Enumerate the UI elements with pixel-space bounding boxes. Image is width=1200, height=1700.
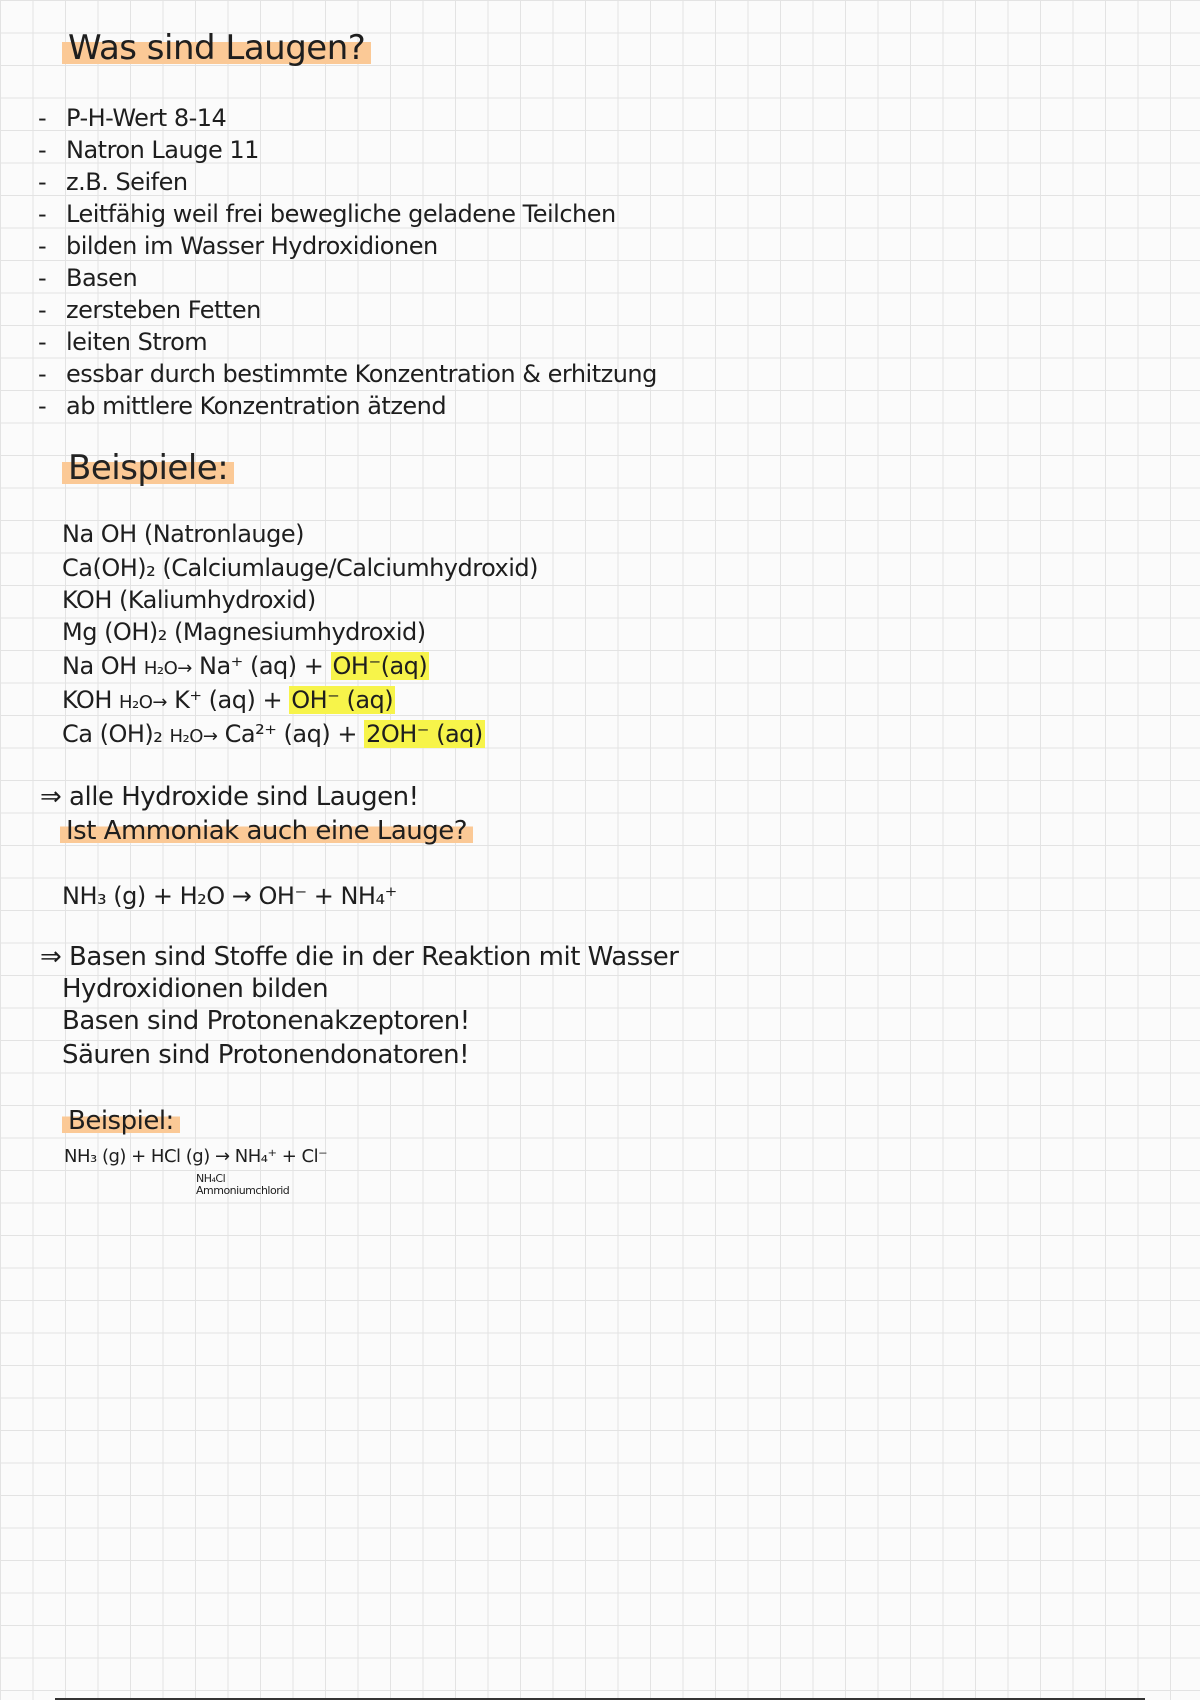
page-title: [62, 28, 371, 68]
reaction-equation: KOH H₂O→ K⁺ (aq) + OH⁻ (aq): [62, 686, 394, 714]
reaction-equation: Ca (OH)₂ H₂O→ Ca²⁺ (aq) + 2OH⁻ (aq): [62, 720, 483, 748]
list-item: - z.B. Seifen: [38, 168, 188, 196]
list-item: - essbar durch bestimmte Konzentration & erhitzung: [38, 360, 657, 388]
ammonia-question: Ist Ammoniak auch eine Lauge?: [60, 816, 473, 846]
conclusion-line: Basen sind Protonenakzeptoren!: [62, 1006, 470, 1036]
list-item: - Basen: [38, 264, 138, 292]
example2-heading: Beispiel:: [62, 1106, 180, 1136]
conclusion-line: Säuren sind Protonendonatoren!: [62, 1040, 470, 1070]
list-item: - zersteben Fetten: [38, 296, 261, 324]
example2-reaction: NH₃ (g) + HCl (g) → NH₄⁺ + Cl⁻: [64, 1146, 328, 1167]
reaction-equation: Na OH H₂O→ Na⁺ (aq) + OH⁻(aq): [62, 652, 428, 680]
list-item: - leiten Strom: [38, 328, 208, 356]
example2-product-formula: NH₄Cl: [196, 1172, 226, 1185]
list-item: - ab mittlere Konzentration ätzend: [38, 392, 447, 420]
conclusion-line: ⇒ Basen sind Stoffe die in der Reaktion mit Wasser: [40, 942, 679, 972]
list-item: - Natron Lauge 11: [38, 136, 259, 164]
example-formula: Na OH (Natronlauge): [62, 520, 304, 548]
list-item: - P-H-Wert 8-14: [38, 104, 227, 132]
conclusion-hydroxides: ⇒ alle Hydroxide sind Laugen!: [40, 782, 419, 812]
title-highlight: Was sind Laugen?: [62, 28, 371, 68]
example-formula: Mg (OH)₂ (Magnesiumhydroxid): [62, 618, 426, 646]
example-formula: KOH (Kaliumhydroxid): [62, 586, 316, 614]
ammonia-reaction: NH₃ (g) + H₂O → OH⁻ + NH₄⁺: [62, 882, 397, 910]
list-item: - Leitfähig weil frei bewegliche geladene Teilchen: [38, 200, 616, 228]
list-item: - bilden im Wasser Hydroxidionen: [38, 232, 438, 260]
examples-heading: Beispiele:: [62, 448, 234, 488]
conclusion-line: Hydroxidionen bilden: [62, 974, 329, 1004]
example2-product-name: Ammoniumchlorid: [196, 1184, 290, 1197]
example-formula: Ca(OH)₂ (Calciumlauge/Calciumhydroxid): [62, 554, 538, 582]
